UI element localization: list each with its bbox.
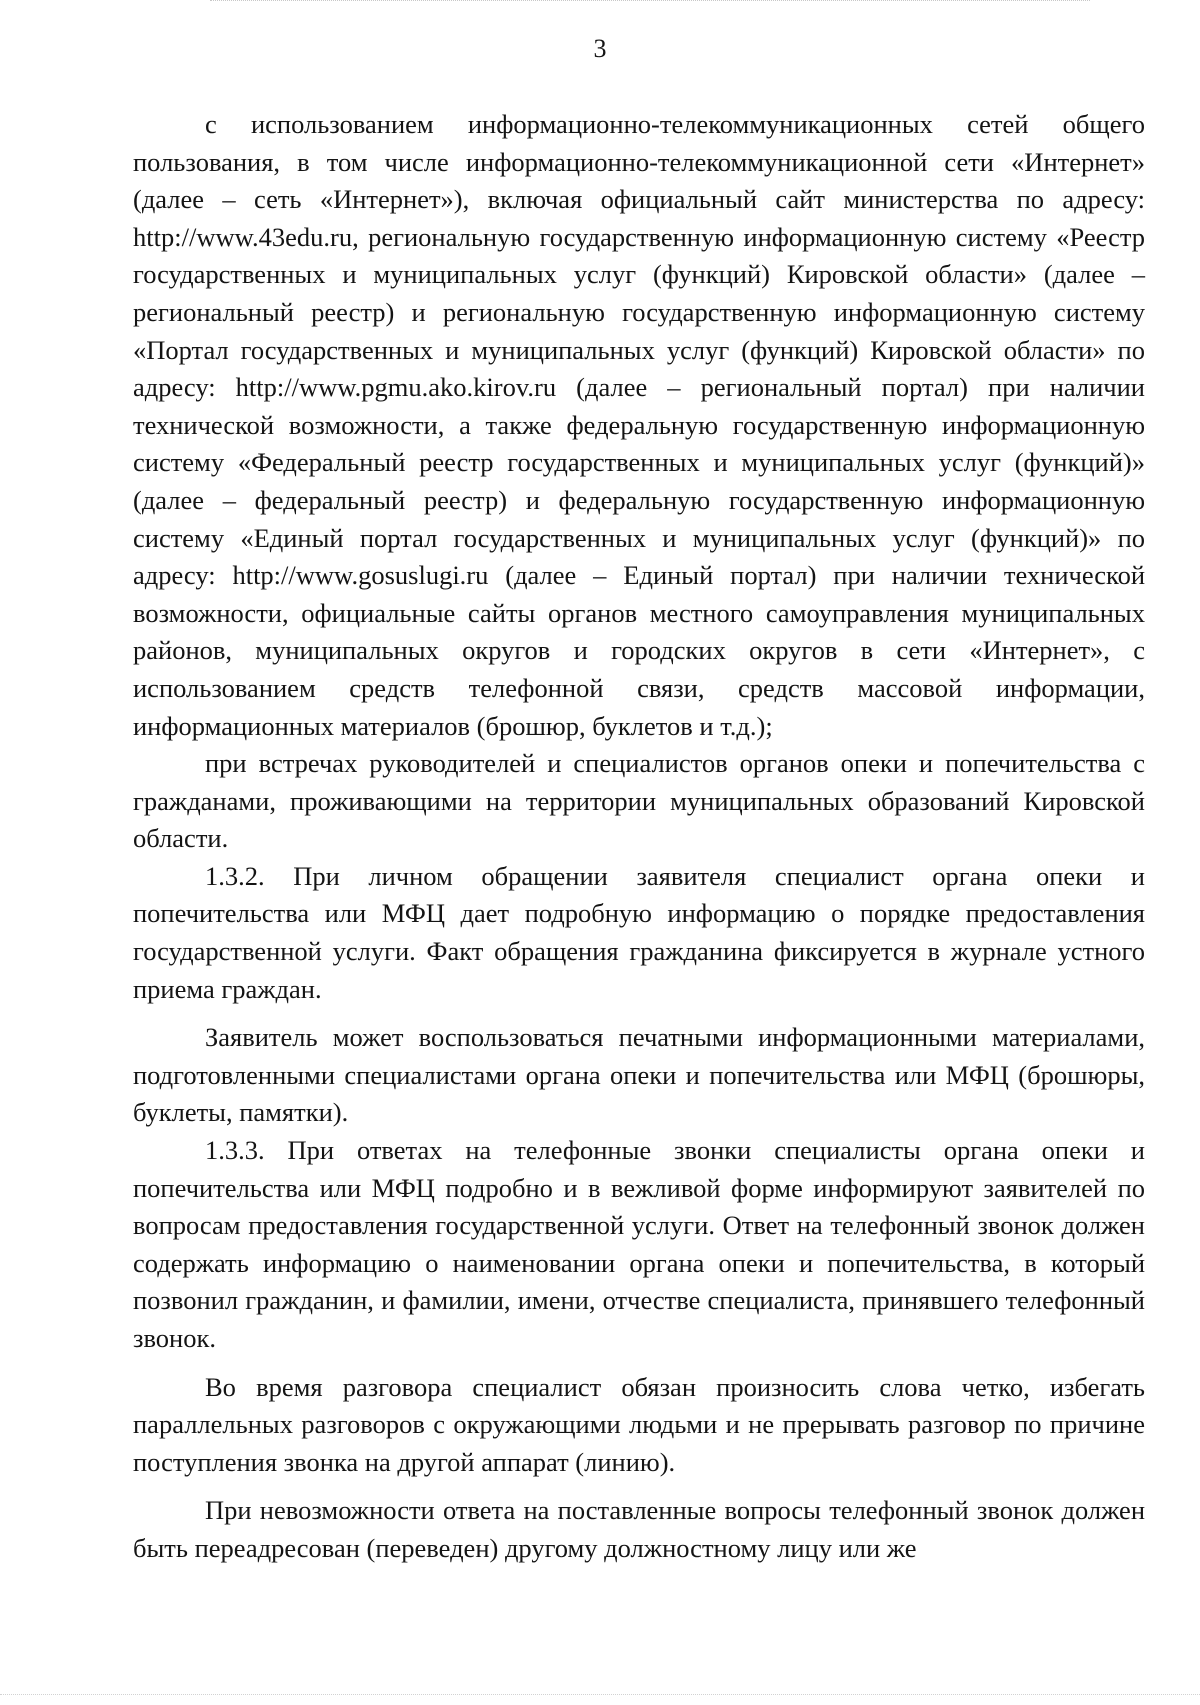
document-body <box>133 106 1145 1568</box>
paragraph-1-3-2: 1.3.2. При личном обращении заявителя специалист органа опеки и попечительства или МФЦ дает подробную информацию о порядке предоставления государственной услуги. Факт обращения гражданина фиксируется в журнале устного приема граждан. <box>133 860 1145 1004</box>
page-number: 3 <box>593 34 607 63</box>
scan-edge-top <box>210 0 1090 4</box>
paragraph-1-3-3: 1.3.3. При ответах на телефонные звонки специалисты органа опеки и попечительства или МФЦ подробно и в вежливой форме информируют заявителей по вопросам предоставления государственной услуги. Ответ на телефонный звонок должен содержать информацию о наименовании органа опеки и попечительства, в который позвонил гражданин, и фамилии, имени, отчестве специалиста, принявшего телефонный звонок. <box>133 1135 1145 1353</box>
paragraph-meetings: при встречах руководителей и специалистов органов опеки и попечительства с гражданами, проживающими на территории муниципальных образований Кировской области. <box>133 748 1145 854</box>
paragraph-printed-materials: Заявитель может воспользоваться печатными информационными материалами, подготовленными специалистами органа опеки и попечительства или МФЦ (брошюры, буклеты, памятки). <box>133 1022 1145 1128</box>
paragraph-conversation-rules: Во время разговора специалист обязан произносить слова четко, избегать параллельных разговоров с окружающими людьми и не прерывать разговор по причине поступления звонка на другой аппарат (линию). <box>133 1371 1145 1477</box>
paragraph-channels-list: с использованием информационно-телекоммуникационных сетей общего пользования, в том числе информационно-телекоммуникационной сети «Интернет» (далее – сеть «Интернет»), включая официальный сайт министерства по адресу: http://www.43edu.ru, региональную государственную информационную систему «Реестр государственных и муниципальных услуг (функций) Кировской области» (далее – региональный реестр) и региональную государственную информационную систему «Портал государственных и муниципальных услуг (функций) Кировской области» по адресу: http://www.pgmu.ako.kirov.ru (далее – региональный портал) при наличии технической возможности, а также федеральную государственную информационную систему «Федеральный реестр государственных и муниципальных услуг (функций)» (далее – федеральный реестр) и федеральную государственную информационную систему «Единый портал государственных и муниципальных услуг (функций)» по адресу: http://www.gosuslugi.ru (далее – Единый портал) при наличии технической возможности, официальные сайты органов местного самоуправления муниципальных районов, муниципальных округов и городских округов в сети «Интернет», с использованием средств телефонной связи, средств массовой информации, информационных материалов (брошюр, буклетов и т.д.); <box>133 109 1145 741</box>
scan-edge-bottom <box>0 1694 1200 1697</box>
paragraph-call-redirect: При невозможности ответа на поставленные вопросы телефонный звонок должен быть переадресован (переведен) другому должностному лицу или же <box>133 1495 1145 1563</box>
